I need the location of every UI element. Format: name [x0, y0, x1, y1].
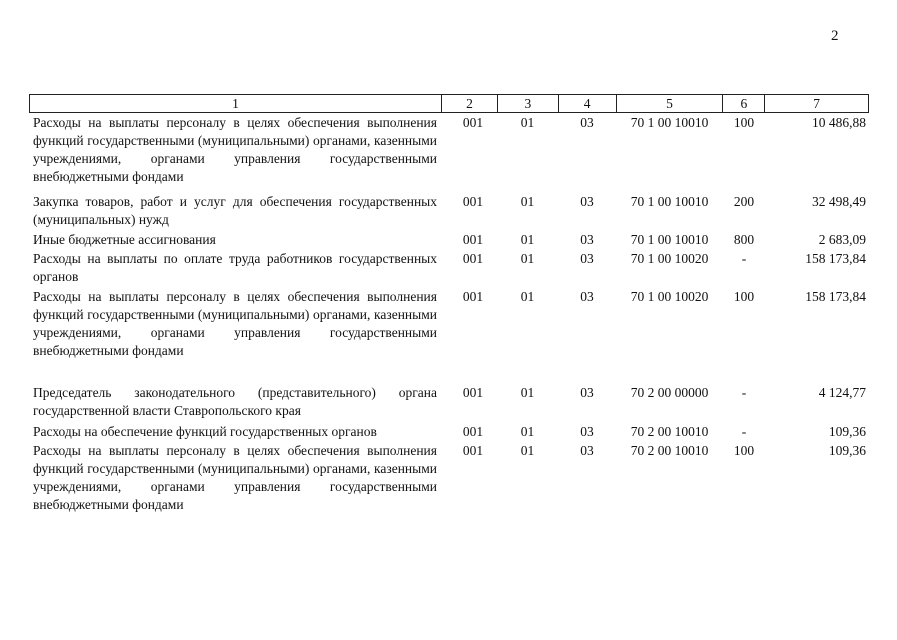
column-header: 4 [558, 95, 616, 112]
table-row [29, 288, 869, 384]
column-header: 6 [722, 95, 764, 112]
table-row [29, 442, 869, 518]
row-subsection: 03 [580, 194, 594, 209]
row-code: 001 [462, 194, 484, 209]
row-amount: 32 498,49 [812, 194, 866, 209]
row-section: 01 [520, 232, 535, 247]
row-amount: 109,36 [828, 443, 866, 458]
row-name: Расходы на выплаты персоналу в целях обеспечения выполнения функций государственными (муниципальными) органами, казенными учреждениями, органами управления государственными внебюджетными фондами [33, 115, 437, 184]
table-row [29, 114, 869, 193]
column-header: 1 [232, 96, 239, 111]
row-subsection: 03 [580, 251, 594, 266]
row-subsection: 03 [580, 424, 594, 439]
row-target: 70 2 00 10010 [630, 443, 709, 458]
row-type: - [741, 424, 747, 439]
row-type: 100 [733, 115, 755, 130]
row-code: 001 [462, 424, 484, 439]
row-section: 01 [520, 115, 535, 130]
row-name: Закупка товаров, работ и услуг для обеспечения государственных (муниципальных) нужд [33, 194, 437, 227]
row-name: Расходы на выплаты по оплате труда работников государственных органов [33, 251, 437, 284]
row-amount: 109,36 [828, 424, 866, 439]
row-section: 01 [520, 443, 535, 458]
row-name: Иные бюджетные ассигнования [33, 232, 216, 247]
row-name: Расходы на выплаты персоналу в целях обеспечения выполнения функций государственными (муниципальными) органами, казенными учреждениями, органами управления государственными внебюджетными фондами [33, 289, 437, 358]
row-amount: 158 173,84 [805, 289, 866, 304]
row-section: 01 [520, 385, 535, 400]
page-number: 2 [831, 28, 839, 44]
row-section: 01 [520, 194, 535, 209]
row-section: 01 [520, 251, 535, 266]
column-header: 7 [764, 95, 868, 112]
table-row [29, 231, 869, 250]
row-target: 70 1 00 10020 [630, 289, 709, 304]
row-section: 01 [520, 289, 535, 304]
table-row [29, 423, 869, 442]
row-target: 70 2 00 10010 [630, 424, 709, 439]
row-name: Председатель законодательного (представительного) органа государственной власти Ставропольского края [33, 385, 437, 418]
row-type: - [741, 251, 747, 266]
row-subsection: 03 [580, 385, 594, 400]
row-name: Расходы на обеспечение функций государственных органов [33, 424, 377, 439]
row-target: 70 1 00 10010 [630, 232, 709, 247]
row-name: Расходы на выплаты персоналу в целях обеспечения выполнения функций государственными (муниципальными) органами, казенными учреждениями, органами управления государственными внебюджетными фондами [33, 443, 437, 512]
row-code: 001 [462, 232, 484, 247]
row-type: - [741, 385, 747, 400]
budget-table [29, 94, 869, 518]
row-code: 001 [462, 385, 484, 400]
row-subsection: 03 [580, 115, 594, 130]
table-header [29, 94, 869, 113]
row-amount: 10 486,88 [812, 115, 866, 130]
row-code: 001 [462, 115, 484, 130]
row-target: 70 1 00 10020 [630, 251, 709, 266]
table-row [29, 384, 869, 423]
row-code: 001 [462, 443, 484, 458]
row-type: 800 [733, 232, 755, 247]
row-type: 100 [733, 289, 755, 304]
column-header: 3 [497, 95, 558, 112]
row-type: 200 [733, 194, 755, 209]
column-header: 2 [441, 95, 497, 112]
row-amount: 158 173,84 [805, 251, 866, 266]
row-amount: 2 683,09 [818, 232, 866, 247]
table-row [29, 250, 869, 288]
column-header: 5 [616, 95, 723, 112]
row-section: 01 [520, 424, 535, 439]
row-target: 70 2 00 00000 [630, 385, 709, 400]
row-type: 100 [733, 443, 755, 458]
row-target: 70 1 00 10010 [630, 115, 709, 130]
row-subsection: 03 [580, 443, 594, 458]
row-code: 001 [462, 289, 484, 304]
row-subsection: 03 [580, 232, 594, 247]
row-target: 70 1 00 10010 [630, 194, 709, 209]
row-subsection: 03 [580, 289, 594, 304]
row-code: 001 [462, 251, 484, 266]
row-amount: 4 124,77 [818, 385, 866, 400]
table-row [29, 193, 869, 231]
